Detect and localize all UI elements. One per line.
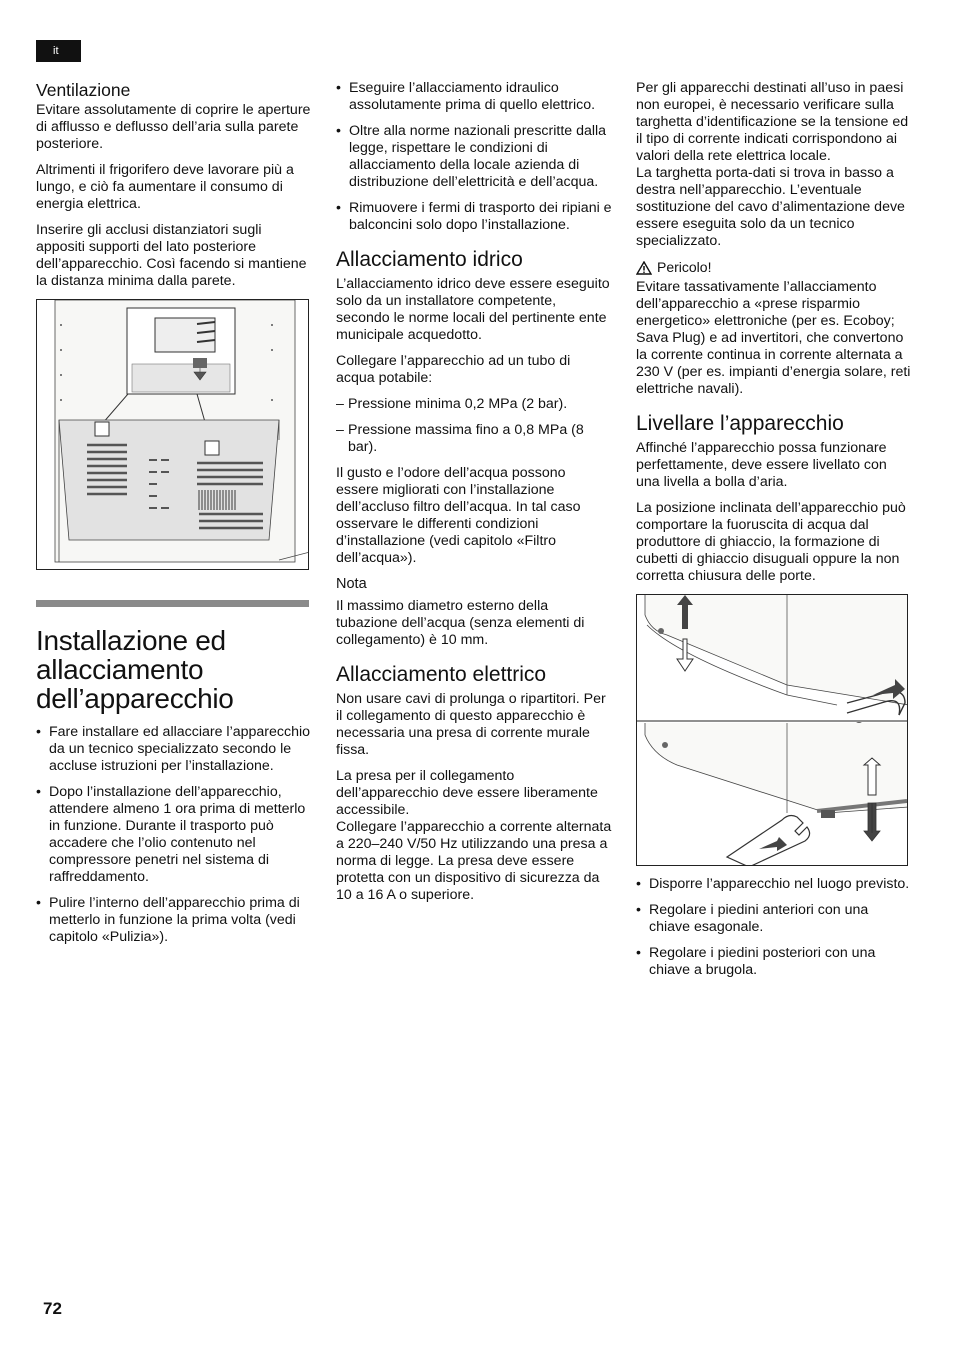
list-item: • Regolare i piedini anteriori con una chiave esagonale. [636, 902, 912, 936]
pressure-list [336, 396, 612, 456]
allacciamento-idrico-heading: Allacciamento idrico [336, 248, 523, 271]
livellare-heading: Livellare l’apparecchio [636, 412, 844, 435]
list-item: • Fare installare ed allacciare l’apparecchio da un tecnico specializzato secondo le accluse istruzioni per l’installazione. [36, 724, 311, 775]
danger-label: Pericolo! [657, 259, 712, 275]
warning-triangle-icon [636, 261, 652, 275]
preparation-bullets [336, 80, 612, 234]
list-item: • Eseguire l’allacciamento idraulico assolutamente prima di quello elettrico. [336, 80, 612, 114]
list-item: • Oltre alla norme nazionali prescritte dalla legge, rispettare le condizioni di allacciamento della locale azienda di distribuzione dell’elettricità e dell’acqua. [336, 123, 612, 191]
allacciamento-elettrico-heading: Allacciamento elettrico [336, 663, 547, 686]
installation-bullets [36, 724, 311, 946]
main-title: Installazione ed allacciamento dell’apparecchio [36, 625, 234, 714]
elettrico-paragraph: La presa per il collegamento dell’apparecchio deve essere liberamente accessibile. [336, 768, 598, 818]
list-item: • Disporre l’apparecchio nel luogo previsto. [636, 876, 912, 893]
list-item: – Pressione minima 0,2 MPa (2 bar). [336, 396, 612, 413]
ventilazione-heading: Ventilazione [36, 80, 131, 100]
fridge-back-illustration [37, 300, 309, 570]
idrico-paragraph: Il gusto e l’odore dell’acqua possono essere migliorati con l’installazione dell’accluso filtro dell’acqua. In tal caso osservare le differenti condizioni d’installazione (vedi capitolo «Filtro dell’acqua»). [336, 465, 581, 566]
danger-text: Evitare tassativamente l’allacciamento dell’apparecchio a «prese risparmio energetico» elettroniche (per es. Ecoboy; Sava Plug) e ad invertitori, che convertono la corrente continua in corrente alternata a 230 V (per es. impianti d’energia solare, reti elettriche navali). [636, 279, 911, 397]
danger-notice [636, 259, 912, 276]
leveling-illustration [636, 594, 908, 866]
livellare-paragraph: Affinché l’apparecchio possa funzionare perfettamente, deve essere livellato con una livella a bolla d’aria. [636, 440, 887, 490]
list-item: • Regolare i piedini posteriori con una chiave a brugola. [636, 945, 912, 979]
idrico-paragraph: L’allacciamento idrico deve essere eseguito solo da un installatore competente, secondo le norme locali del pertinente ente municipale acquedotto. [336, 276, 610, 343]
paragraph: La targhetta porta-dati si trova in basso a destra nell’apparecchio. L’eventuale sostituzione del cavo d’alimentazione deve essere eseguita solo da un tecnico specializzato. [636, 165, 905, 249]
spacer-illustration [36, 299, 309, 570]
column-left [36, 80, 311, 955]
fridge-feet-illustration [637, 595, 908, 866]
list-item: – Pressione massima fino a 0,8 MPa (8 bar). [336, 422, 612, 456]
list-item: • Rimuovere i fermi di trasporto dei ripiani e balconcini solo dopo l’installazione. [336, 200, 612, 234]
idrico-paragraph: Collegare l’apparecchio ad un tubo di acqua potabile: [336, 353, 571, 386]
nota-text: Il massimo diametro esterno della tubazione dell’acqua (senza elementi di collegamento) è 10 mm. [336, 598, 585, 648]
column-middle [336, 80, 612, 913]
section-divider [36, 600, 309, 607]
page-number: 72 [43, 1299, 62, 1318]
ventilazione-paragraph: Altrimenti il frigorifero deve lavorare più a lungo, e ciò fa aumentare il consumo di energia elettrica. [36, 162, 294, 212]
ventilazione-paragraph: Inserire gli acclusi distanziatori sugli appositi supporti del lato posteriore dell’apparecchio. Così facendo si mantiene la distanza minima dalla parete. [36, 222, 307, 289]
paragraph: Per gli apparecchi destinati all’uso in paesi non europei, è necessario verificare sulla targhetta d’identificazione se la tensione ed il tipo di corrente indicati corrispondono ai valori della rete elettrica locale. [636, 80, 909, 164]
elettrico-paragraph: Non usare cavi di prolunga o ripartitori. Per il collegamento di questo apparecchio è necessaria una presa di corrente murale fissa. [336, 691, 606, 758]
leveling-bullets [636, 876, 912, 979]
ventilazione-paragraph: Evitare assolutamente di coprire le aperture di afflusso e deflusso dell’aria sulla parete posteriore. [36, 102, 311, 152]
language-tag: it [36, 40, 81, 62]
livellare-paragraph: La posizione inclinata dell’apparecchio può comportare la fuoruscita di acqua dal produttore di ghiaccio, la formazione di cubetti di ghiaccio disuguali oppure la non corretta chiusura delle porte. [636, 500, 906, 584]
nota-title: Nota [336, 576, 367, 592]
list-item: • Pulire l’interno dell’apparecchio prima di metterlo in funzione la prima volta (vedi capitolo «Pulizia»). [36, 895, 311, 946]
elettrico-paragraph: Collegare l’apparecchio a corrente alternata a 220–240 V/50 Hz utilizzando una presa a norma di legge. La presa deve essere protetta con un dispositivo di sicurezza da 10 a 16 A o superiore. [336, 819, 612, 903]
column-right [636, 80, 912, 988]
list-item: • Dopo l’installazione dell’apparecchio, attendere almeno 1 ora prima di metterlo in funzione. Durante il trasporto può accadere che l’olio contenuto nel compressore penetri nel sistema di raffreddamento. [36, 784, 311, 886]
